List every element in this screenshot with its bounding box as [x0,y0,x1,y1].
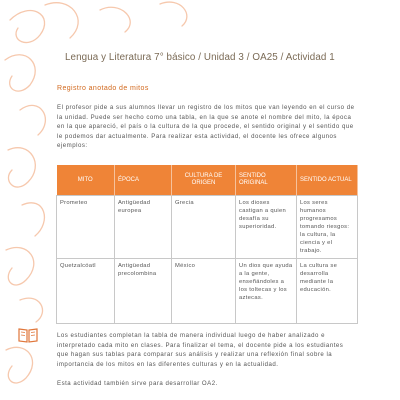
myths-table [56,165,358,324]
closing-paragraph: Los estudiantes completan la tabla de manera individual luego de haber analizado e interpretado cada mito en clases. Para finalizar el tema, el docente pide a los estudiantes que hagan sus tablas para comparar sus análisis y realizar una reflexión final sobre la importancia de los mitos en las diferentes culturas y en la actualidad. [57,332,344,368]
footnote: Esta actividad también sirve para desarrollar OA2. [57,380,218,387]
table-row [57,259,358,324]
table-cell: Los dioses castigan a quien desafía su superioridad. [236,196,297,259]
table-cell: La cultura se desarrolla mediante la educación. [297,259,358,324]
table-row [57,196,358,259]
page-header: Lengua y Literatura 7° básico / Unidad 3 / OA25 / Actividad 1 [65,52,335,63]
table-header-row [57,165,358,196]
table-cell: Prometeo [57,196,115,259]
column-header-sentido-original: SENTIDO ORIGINAL [236,165,297,196]
column-header-cultura: CULTURA DE ORIGEN [172,165,236,196]
table-cell: Un dios que ayuda a la gente, enseñándoles a los toltecas y los aztecas. [236,259,297,324]
table-cell: Antigüedad precolombina [115,259,172,324]
book-icon [18,327,38,343]
intro-paragraph: El profesor pide a sus alumnos llevar un registro de los mitos que van leyendo en el curso de la unidad. Puede ser hecho como una tabla, en la que se anote el nombre del mito, la época en la que apareció, el país o la cultura de la que procede, el sentido original y el sentido que le podemos dar actualmente. Para realizar esta actividad, el docente les ofrece algunos ejemplos: [57,104,355,150]
column-header-sentido-actual: SENTIDO ACTUAL [297,165,358,196]
table-cell: Los seres humanos progresamos tomando riesgos: la cultura, la ciencia y el trabajo. [297,196,358,259]
section-title: Registro anotado de mitos [57,85,149,92]
column-header-epoca: ÉPOCA [115,165,172,196]
table-cell: Antigüedad europea [115,196,172,259]
table-cell: Grecia [172,196,236,259]
column-header-mito: MITO [57,165,115,196]
table-cell: Quetzalcóatl [57,259,115,324]
table-cell: México [172,259,236,324]
